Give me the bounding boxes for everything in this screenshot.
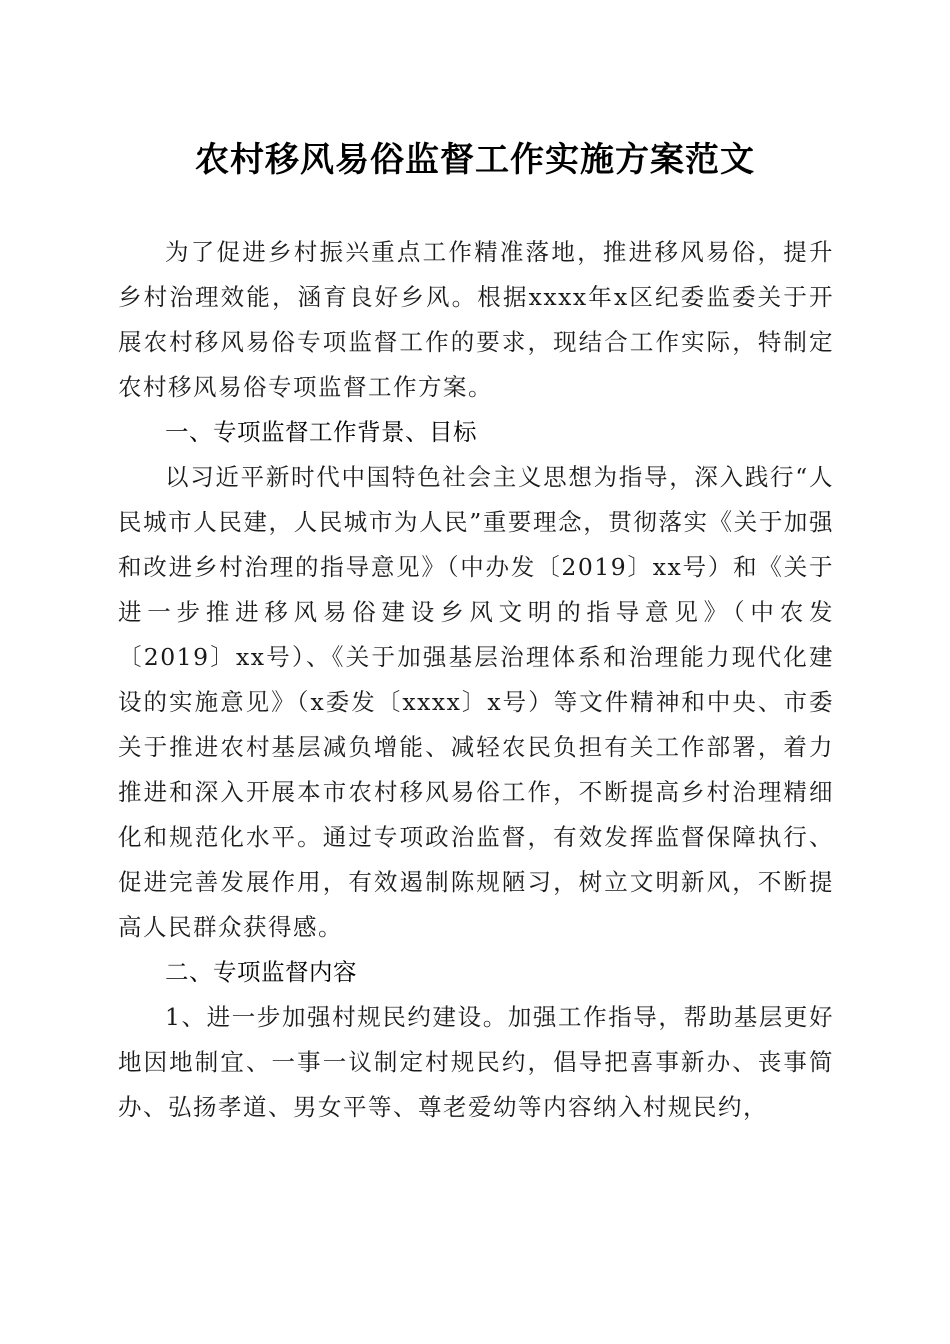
document-body xyxy=(118,230,834,1130)
section-2-paragraph: 1、进一步加强村规民约建设。加强工作指导，帮助基层更好地因地制宜、一事一议制定村规民约，倡导把喜事新办、丧事简办、弘扬孝道、男女平等、尊老爱幼等内容纳入村规民约， xyxy=(118,1003,834,1121)
document-title: 农村移风易俗监督工作实施方案范文 xyxy=(195,140,755,180)
section-2-heading: 二、专项监督内容 xyxy=(165,958,357,986)
intro-paragraph: 为了促进乡村振兴重点工作精准落地，推进移风易俗，提升乡村治理效能，涵育良好乡风。根据xxxx年x区纪委监委关于开展农村移风易俗专项监督工作的要求，现结合工作实际，特制定农村移风易俗专项监督工作方案。 xyxy=(118,238,834,401)
section-1-heading: 一、专项监督工作背景、目标 xyxy=(165,418,477,446)
section-1-paragraph: 以习近平新时代中国特色社会主义思想为指导，深入践行“人民城市人民建，人民城市为人民”重要理念，贯彻落实《关于加强和改进乡村治理的指导意见》（中办发〔2019〕xx号）和《关于进一步推进移风易俗建设乡风文明的指导意见》（中农发〔2019〕xx号）、《关于加强基层治理体系和治理能力现代化建设的实施意见》（x委发〔xxxx〕x号）等文件精神和中央、市委关于推进农村基层减负增能、减轻农民负担有关工作部署，着力推进和深入开展本市农村移风易俗工作，不断提高乡村治理精细化和规范化水平。通过专项政治监督，有效发挥监督保障执行、促进完善发展作用，有效遏制陈规陋习，树立文明新风，不断提高人民群众获得感。 xyxy=(118,463,834,941)
